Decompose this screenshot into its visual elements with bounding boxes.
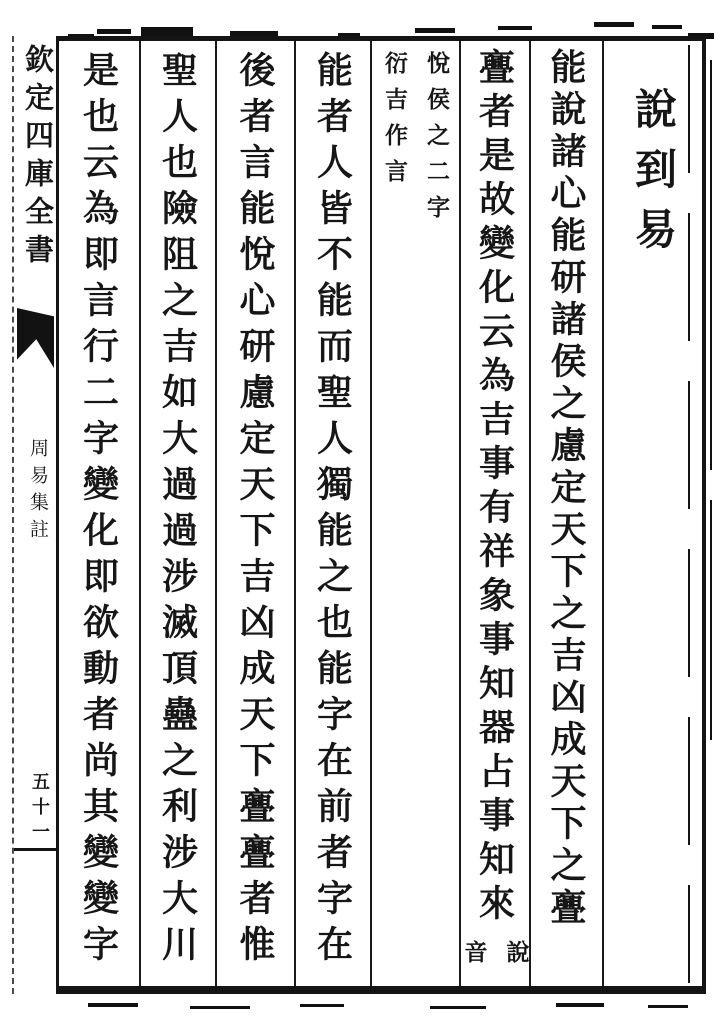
scan-artifact [300, 1004, 344, 1007]
spine-rule [14, 848, 56, 851]
note-left: 音 [460, 940, 488, 976]
scan-artifact [415, 28, 455, 33]
inner-border-rule [688, 45, 690, 983]
classic-text-line: 能說諸心能研諸侯之慮定天下之吉凶成天下之亹 [545, 48, 587, 930]
column-commentary-4 [59, 41, 139, 986]
scan-artifact [594, 22, 634, 27]
fishtail-mark [17, 308, 54, 368]
interlinear-note-pair [378, 51, 453, 231]
book-title: 周易集註 [27, 438, 49, 546]
scan-artifact [430, 1006, 486, 1009]
commentary-text-line: 是也云為即言行二字變化即欲動者尚其變變字 [77, 51, 120, 971]
column-classic-2 [459, 41, 529, 986]
column-heading [602, 41, 702, 986]
column-classic-1 [529, 41, 602, 986]
scan-artifact [652, 25, 682, 29]
note-left: 衍吉作言 [381, 51, 408, 195]
section-heading: 說到易 [629, 87, 678, 267]
scan-artifact [498, 26, 532, 30]
page-edge-rule [710, 60, 712, 470]
note-right: 悅侯之二字 [423, 51, 450, 231]
commentary-text-line: 能者人皆不能而聖人獨能之也能字在前者字在 [311, 51, 354, 971]
series-title: 欽定四庫全書 [21, 44, 55, 272]
commentary-text-line: 後者言能悅心研慮定天下吉凶成天下亹亹者惟 [234, 51, 276, 971]
column-annotation [370, 41, 459, 986]
page-number: 五十一 [29, 772, 50, 847]
column-commentary-3 [139, 41, 215, 986]
scan-artifact [97, 29, 131, 34]
scan-artifact [556, 1003, 604, 1007]
interlinear-note-pair [461, 940, 529, 976]
text-frame [56, 36, 706, 994]
spine-column [12, 36, 56, 994]
scan-artifact [88, 1003, 138, 1007]
page-edge-rule [710, 500, 712, 740]
scan-artifact [190, 1006, 250, 1009]
note-right: 說 [502, 940, 530, 976]
column-commentary-1 [294, 41, 370, 986]
column-commentary-2 [215, 41, 294, 986]
commentary-text-line: 聖人也險阻之吉如大過過涉滅頂蠱之利涉大川 [156, 51, 199, 971]
scan-artifact [648, 1005, 688, 1008]
classic-text-line: 亹者是故變化云為吉事有祥象事知器占事知來 [473, 48, 516, 928]
